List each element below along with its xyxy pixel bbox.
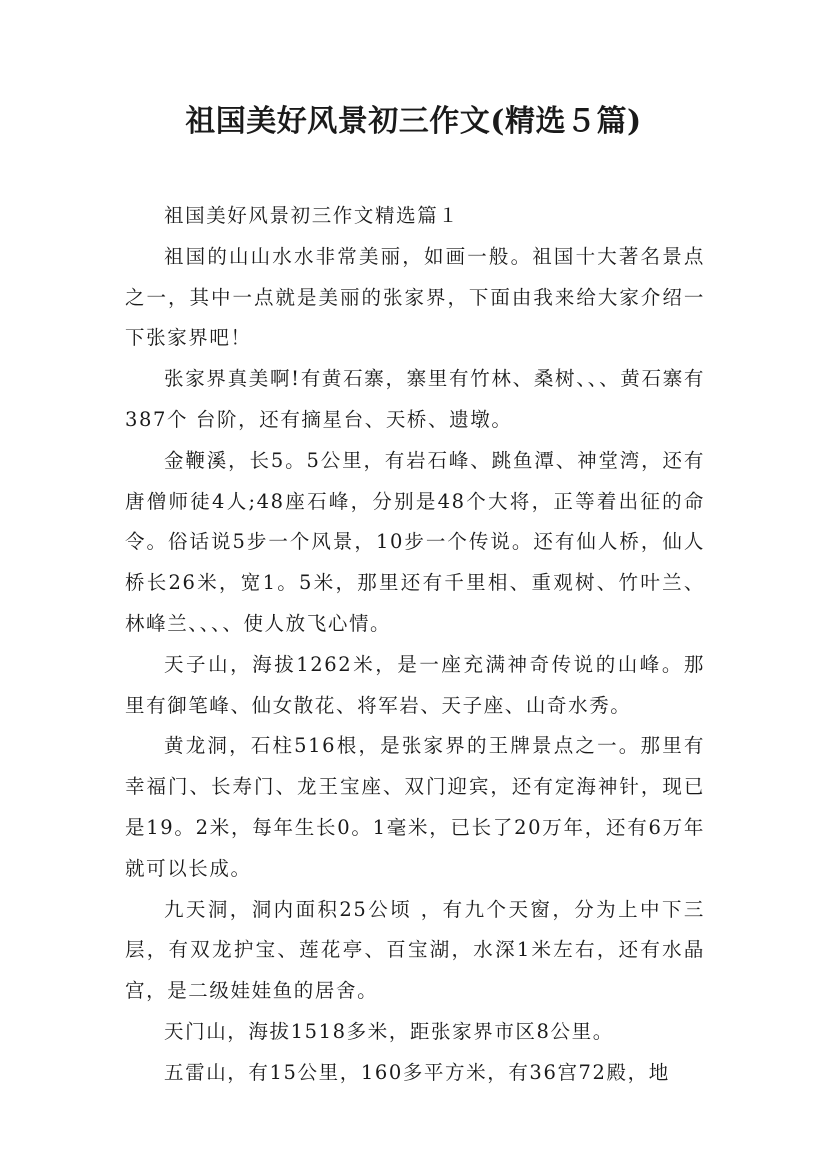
paragraph: 九天洞，洞内面积25公顷 ，有九个天窗，分为上中下三层，有双龙护宝、莲花亭、百宝湖，水深1米左右，还有水晶宫，是二级娃娃鱼的居舍。 <box>125 897 705 1003</box>
paragraph: 金鞭溪，长5。5公里，有岩石峰、跳鱼潭、神堂湾，还有唐僧师徒4人;48座石峰，分别是48个大将，正等着出征的命令。俗话说5步一个风景，10步一个传说。还有仙人桥，仙人桥长26米，宽1。5米，那里还有千里相、重观树、竹叶兰、林峰兰、、、、使人放飞心情。 <box>125 448 705 635</box>
document-title: 祖国美好风景初三作文(精选５篇) <box>185 104 642 139</box>
paragraph: 祖国的山山水水非常美丽，如画一般。祖国十大著名景点之一，其中一点就是美丽的张家界，下面由我来给大家介绍一下张家界吧！ <box>125 244 705 350</box>
paragraph: 天门山，海拔1518多米，距张家界市区8公里。 <box>164 1019 614 1043</box>
paragraph: 黄龙洞，石柱516根，是张家界的王牌景点之一。那里有幸福门、长寿门、龙王宝座、双门迎宾，还有定海神针，现已是19。2米，每年生长0。1毫米，已长了20万年，还有6万年就可以长成。 <box>125 734 705 880</box>
paragraph: 天子山，海拔1262米，是一座充满神奇传说的山峰。那里有御笔峰、仙女散花、将军岩、天子座、山奇水秀。 <box>125 652 705 717</box>
paragraph: 张家界真美啊!有黄石寨，寨里有竹林、桑树、、、黄石寨有387个 台阶，还有摘星台、天桥、遗墩。 <box>125 367 705 431</box>
paragraph: 五雷山，有15公里，160多平方米，有36宫72殿，地 <box>164 1060 670 1084</box>
section-heading: 祖国美好风景初三作文精选篇１ <box>164 204 460 227</box>
document-body <box>125 196 705 1094</box>
